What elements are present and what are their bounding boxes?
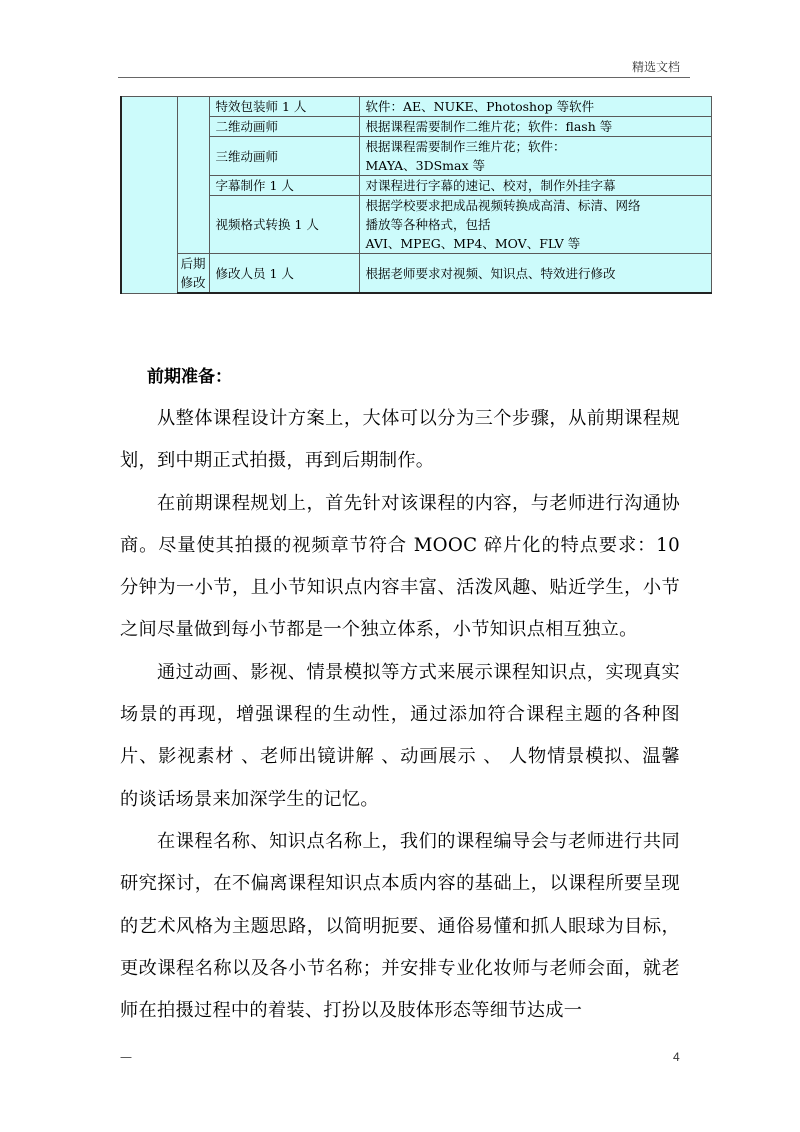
desc-cell: 根据老师要求对视频、知识点、特效进行修改 bbox=[359, 254, 712, 294]
desc-line: AVI、MPEG、MP4、MOV、FLV 等 bbox=[365, 236, 581, 251]
role-cell: 字幕制作 1 人 bbox=[209, 176, 359, 196]
desc-cell bbox=[359, 196, 712, 254]
desc-line: 根据课程需要制作三维片花；软件： bbox=[365, 139, 566, 154]
desc-line: 播放等各种格式，包括 bbox=[365, 217, 491, 232]
stage-cell bbox=[177, 254, 209, 294]
paragraph: 在课程名称、知识点名称上，我们的课程编导会与老师进行共同研究探讨，在不偏离课程知识点本质内容的基础上，以课程所要呈现的艺术风格为主题思路，以简明扼要、通俗易懂和抓人眼球为目标，更改课程名称以及各小节名称；并安排专业化妆师与老师会面，就老师在拍摄过程中的着装、打扮以及肢体形态等细节达成一 bbox=[120, 830, 680, 1022]
table-row bbox=[121, 254, 712, 294]
table-row bbox=[121, 196, 712, 254]
desc-cell: 对课程进行字幕的速记、校对，制作外挂字幕 bbox=[359, 176, 712, 196]
desc-line: MAYA、3DSmax 等 bbox=[365, 158, 485, 173]
role-cell: 视频格式转换 1 人 bbox=[209, 196, 359, 254]
desc-line: 根据学校要求把成品视频转换成高清、标清、网络 bbox=[365, 198, 641, 213]
stage-line: 修改 bbox=[180, 275, 206, 290]
paragraph: 从整体课程设计方案上，大体可以分为三个步骤，从前期课程规划，到中期正式拍摄，再到后期制作。 bbox=[120, 408, 680, 472]
desc-cell bbox=[359, 137, 712, 176]
stage-line: 后期 bbox=[180, 256, 206, 271]
desc-cell: 根据课程需要制作二维片花；软件：flash 等 bbox=[359, 117, 712, 137]
table-row bbox=[121, 176, 712, 196]
main-content bbox=[120, 356, 680, 1032]
role-cell: 三维动画师 bbox=[209, 137, 359, 176]
table-row bbox=[121, 137, 712, 176]
table-row bbox=[121, 117, 712, 137]
staff-table bbox=[120, 96, 712, 294]
desc-cell: 软件：AE、NUKE、Photoshop 等软件 bbox=[359, 97, 712, 117]
footer-dash: — bbox=[120, 1050, 132, 1064]
paragraph: 通过动画、影视、情景模拟等方式来展示课程知识点，实现真实场景的再现，增强课程的生动性，通过添加符合课程主题的各种图片、影视素材 、老师出镜讲解 、动画展示 、 人物情景模拟、温馨的谈话场景来加深学生的记忆。 bbox=[120, 661, 680, 810]
role-cell: 特效包装师 1 人 bbox=[209, 97, 359, 117]
stage-cell bbox=[177, 97, 209, 254]
paragraph: 在前期课程规划上，首先针对该课程的内容，与老师进行沟通协商。尽量使其拍摄的视频章节符合 MOOC 碎片化的特点要求：10 分钟为一小节，且小节知识点内容丰富、活泼风趣、贴近学生，小节之间尽量做到每小节都是一个独立体系，小节知识点相互独立。 bbox=[120, 492, 680, 641]
header-label: 精选文档 bbox=[631, 60, 680, 74]
role-group-cell bbox=[121, 97, 177, 294]
section-title: 前期准备： bbox=[147, 367, 232, 387]
page-number: 4 bbox=[673, 1050, 680, 1064]
role-cell: 二维动画师 bbox=[209, 117, 359, 137]
role-cell: 修改人员 1 人 bbox=[209, 254, 359, 294]
table-row bbox=[121, 97, 712, 117]
header-rule bbox=[118, 77, 690, 78]
